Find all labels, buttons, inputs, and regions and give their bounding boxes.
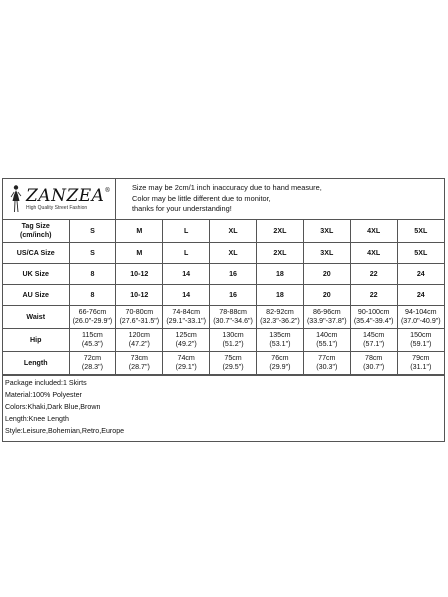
length-label [3,352,69,375]
cell-text: 20 [322,269,331,278]
cell-text: 86-96cm [313,308,341,317]
brand-tagline: High Quality Street Fashion [26,204,88,211]
size-cell [303,285,350,306]
measurement-cell [163,329,210,352]
cell-text: 10-12 [130,269,149,278]
cell-text: 20 [322,290,331,299]
measurement-cell [163,352,210,375]
cell-text: (30.3") [316,363,338,371]
cell-text: (28.7") [128,363,150,371]
us-ca-size-row [3,243,444,264]
cell-text: (29.1"-33.1") [166,317,207,325]
tag-size-cell [69,220,116,243]
cell-text: (30.7"-34.6") [213,317,253,325]
measurement-cell [116,329,163,352]
cell-text: (32.3"-36.2") [260,317,300,325]
measurement-cell [303,352,350,375]
detail-package: Package included:1 Skirts [5,379,87,387]
cell-text: 75cm [224,354,242,363]
cell-text: 79cm [412,354,430,363]
cell-text: 10-12 [130,290,149,299]
cell-text: L [184,226,189,235]
size-cell [257,264,304,285]
measurement-cell [257,306,304,329]
cell-text: 18 [275,290,284,299]
detail-colors: Colors:Khaki,Dark Blue,Brown [5,403,101,412]
size-cell [210,264,257,285]
size-cell [397,264,444,285]
size-cell [303,264,350,285]
cell-text: 125cm [175,331,197,340]
cell-text: M [136,248,143,257]
cell-text: (30.7") [363,363,385,371]
cell-text: XL [228,226,238,235]
cell-text: Hip [30,335,42,344]
cell-text: 8 [90,269,95,278]
size-cell [257,243,304,264]
cell-text: 150cm [410,331,432,340]
measurement-cell [69,306,116,329]
cell-text: 3XL [320,248,334,257]
size-cell [163,243,210,264]
product-details [3,375,444,441]
cell-text: S [90,248,95,257]
size-cell [350,243,397,264]
size-cell [397,285,444,306]
tag-size-cell [116,220,163,243]
tag-size-label [3,220,69,243]
cell-text: 94-104cm [405,308,437,317]
cell-text: M [136,226,143,235]
measurement-cell [397,306,444,329]
tag-size-cell [303,220,350,243]
measurement-notice [116,179,444,219]
brand-logo [3,179,116,219]
notice-line: Size may be 2cm/1 inch inaccuracy due to hand measure, [132,182,322,192]
size-cell [116,285,163,306]
size-cell [69,285,116,306]
waist-row [3,306,444,329]
size-cell [69,243,116,264]
size-cell [303,243,350,264]
length-row [3,352,444,375]
cell-text: Length [23,358,48,367]
cell-text: 4XL [367,248,381,257]
cell-text: 2XL [273,248,287,257]
cell-text: 78-88cm [219,308,247,317]
cell-text: (51.2") [222,340,244,348]
tag-size-cell [210,220,257,243]
size-cell [163,285,210,306]
cell-text: 14 [182,269,191,278]
au-size-row [3,285,444,306]
cell-text: 78cm [365,354,383,363]
cell-text: L [184,248,189,257]
detail-material: Material:100% Polyester [5,391,82,400]
cell-text: 14 [182,290,191,299]
measurement-cell [69,329,116,352]
measurement-cell [397,329,444,352]
uk-size-label [3,264,69,285]
tag-size-cell [163,220,210,243]
tag-size-cell [257,220,304,243]
us-ca-size-label [3,243,69,264]
tag-size-cell [350,220,397,243]
cell-text: 24 [416,269,425,278]
cell-text: (57.1") [363,340,385,348]
cell-text: (33.9"-37.8") [306,317,347,325]
cell-text: (49.2") [175,340,197,348]
cell-text: (29.9") [269,363,291,371]
size-cell [163,264,210,285]
cell-text: Tag Size [21,222,50,231]
cell-text: 24 [416,290,425,299]
cell-text: 135cm [269,331,291,340]
cell-text: 2XL [273,226,287,235]
cell-text: 18 [275,269,284,278]
measurement-cell [303,306,350,329]
hip-label [3,329,69,352]
cell-text: 145cm [363,331,385,340]
cell-text: (29.1") [175,363,197,371]
measurement-cell [163,306,210,329]
cell-text: (35.4"-39.4") [353,317,394,325]
waist-label [3,306,69,329]
cell-text: 140cm [316,331,338,340]
notice-line: thanks for your understanding! [132,204,232,214]
cell-text: AU Size [22,290,49,299]
cell-text: 22 [369,290,378,299]
cell-text: 16 [229,269,237,278]
measurement-cell [210,329,257,352]
cell-text: Waist [26,312,46,321]
measurement-cell [210,306,257,329]
cell-text: (45.3") [81,340,103,348]
size-cell [350,264,397,285]
cell-text: 8 [90,290,95,299]
measurement-cell [350,352,397,375]
cell-text: 115cm [82,331,103,340]
size-table [3,220,444,375]
cell-text: UK Size [22,269,49,278]
size-cell [350,285,397,306]
cell-text: 82-92cm [266,308,294,317]
size-chart-sheet [2,178,445,442]
cell-text: 120cm [128,331,150,340]
measurement-cell [116,306,163,329]
cell-text: 90-100cm [357,308,390,317]
cell-text: 66-76cm [78,308,107,317]
au-size-label [3,285,69,306]
size-cell [397,243,444,264]
size-cell [210,285,257,306]
cell-text: (53.1") [269,340,291,348]
measurement-cell [397,352,444,375]
cell-text: (37.0"-40.9") [400,317,441,325]
cell-text: 5XL [414,248,428,257]
tag-size-row [3,220,444,243]
size-cell [69,264,116,285]
measurement-cell [257,352,304,375]
measurement-cell [69,352,116,375]
cell-text: XL [228,248,238,257]
measurement-cell [116,352,163,375]
cell-text: (26.0"-29.9") [72,317,113,325]
measurement-cell [257,329,304,352]
cell-text: 74-84cm [172,308,200,317]
cell-text: 3XL [320,226,334,235]
size-cell [116,243,163,264]
cell-text: 130cm [222,331,244,340]
cell-text: US/CA Size [16,248,55,257]
cell-text: (28.3") [81,363,103,371]
cell-text: (29.5") [222,363,244,371]
cell-text: 4XL [367,226,381,235]
detail-length: Length:Knee Length [5,415,69,424]
tag-size-cell [397,220,444,243]
cell-text: (cm/inch) [19,231,52,239]
measurement-cell [350,306,397,329]
cell-text: (31.1") [410,363,432,371]
cell-text: 5XL [414,226,428,235]
fashion-figure-icon [9,184,23,214]
brand-name: ZANZEA® [26,185,111,206]
cell-text: (27.6"-31.5") [119,317,160,325]
hip-row [3,329,444,352]
cell-text: (47.2") [128,340,150,348]
cell-text: S [90,226,95,235]
cell-text: 16 [229,290,237,299]
cell-text: (59.1") [410,340,432,348]
cell-text: 73cm [130,354,148,363]
cell-text: 76cm [271,354,289,363]
cell-text: 22 [369,269,378,278]
measurement-cell [350,329,397,352]
chart-header [3,179,444,220]
measurement-cell [303,329,350,352]
size-cell [116,264,163,285]
cell-text: (55.1") [316,340,338,348]
cell-text: 70-80cm [125,308,154,317]
cell-text: 72cm [83,354,102,363]
size-cell [257,285,304,306]
measurement-cell [210,352,257,375]
cell-text: 77cm [318,354,336,363]
detail-style: Style:Leisure,Bohemian,Retro,Europe [5,427,125,436]
cell-text: 74cm [177,354,195,363]
notice-line: Color may be little different due to monitor, [132,193,271,203]
size-cell [210,243,257,264]
uk-size-row [3,264,444,285]
